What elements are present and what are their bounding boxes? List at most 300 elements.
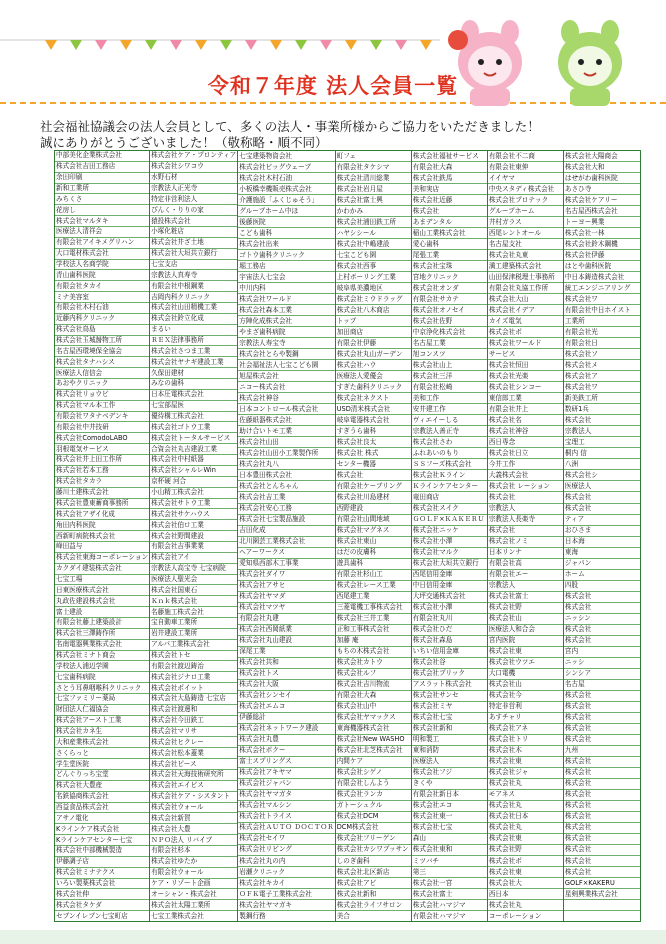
member-entry: 峰田益与 [55, 542, 149, 553]
member-entry: 株式会社マル本工作 [55, 401, 149, 412]
member-entry: 合資会社丸吉建設工業 [150, 444, 237, 455]
member-entry: ミツバチ [412, 856, 487, 867]
member-entry: 小山精工株式会社 [150, 488, 237, 499]
member-entry: 有限会社ケーブリング [336, 481, 411, 492]
member-entry: 愛知県西部木工事業 [238, 559, 334, 570]
member-entry: 株式会社トータルサービス [150, 433, 237, 444]
member-entry: オーシャン・株式会社 [150, 889, 237, 900]
member-entry: 株式会社タカラ [55, 477, 149, 488]
member-entry: 介護施設「ふくじゅそう」 [238, 195, 334, 206]
member-entry: 株式会社カシワプッサン [336, 845, 411, 856]
member-entry: Ｋｎｋ株式会社 [150, 596, 237, 607]
member-entry: 株式会社オノセイ [412, 305, 487, 316]
member-entry: 株式会社カネ生 [55, 727, 149, 738]
member-entry: ジャパン [564, 559, 640, 570]
member-entry: 特定非営利法人 [150, 194, 237, 205]
member-entry: 株式会社伸 [55, 889, 149, 900]
member-entry: 株式会社キカイ [238, 878, 334, 889]
member-entry: 株式会社 [336, 470, 411, 481]
member-entry: 株式会社アイ [150, 553, 237, 564]
member-entry: 株式会社玉城醤物工所 [55, 336, 149, 347]
member-entry: 株式会社丸豊 [238, 735, 334, 746]
member-entry: 株式会社 [564, 735, 640, 746]
member-entry: 株式会社サトウ工業 [150, 499, 237, 510]
member-entry: かわかみ [336, 206, 411, 217]
member-entry: 西野建設 [336, 504, 411, 515]
member-entry: 株式会社大垣共立銀行 [150, 249, 237, 260]
member-entry: 株式会社 [564, 636, 640, 647]
member-entry: 株式会社ジャパン [238, 779, 334, 790]
member-entry: 株式会社岩月屋 [336, 184, 411, 195]
member-entry: 有限会社丸協工作所 [488, 283, 563, 294]
member-entry: 株式会社マルク [412, 548, 487, 559]
member-entry: 七宝歯科病院 [55, 672, 149, 683]
member-entry: 日本コントロール株式会社 [238, 404, 334, 415]
member-entry: 有限会社アイキメグリハン [55, 238, 149, 249]
member-entry: 株式会社タナハシス [55, 357, 149, 368]
member-entry: 伊藤調子店 [55, 857, 149, 868]
member-entry: 株式会社 [564, 592, 640, 603]
member-entry: 美和工作 [412, 393, 487, 404]
member-entry: ハヤシシール [336, 228, 411, 239]
member-entry: 株式会社アサヒ [238, 581, 334, 592]
member-entry: 中京浄化株式会社 [412, 327, 487, 338]
member-entry: 株式会社イデア [488, 305, 563, 316]
member-entry: 深尾工業 [238, 647, 334, 658]
member-entry: みちくさ [55, 194, 149, 205]
member-entry: 株式会社トス [238, 669, 334, 680]
member-entry: 株式会社鈴木鋼機 [564, 239, 640, 250]
member-entry: 株式会社丸の内 [238, 856, 334, 867]
member-entry: 内間ケア [336, 757, 411, 768]
member-entry: 七宝建築物資会社 [238, 151, 334, 162]
member-entry: 株式会社新和 [336, 889, 411, 900]
member-entry: 有限会社藤上建築設計 [55, 618, 149, 629]
member-entry: 愛心歯科 [412, 239, 487, 250]
member-entry: あすチャリ [488, 713, 563, 724]
member-entry: 有限会社大森 [412, 162, 487, 173]
member-entry: 後藤医院 [238, 217, 334, 228]
member-entry: 有限会社杉本 [150, 846, 237, 857]
member-entry: 株式会社 株式 [336, 448, 411, 459]
member-entry: 新和工業所 [55, 184, 149, 195]
member-entry: 有限会社渡辺鋳治 [150, 661, 237, 672]
member-entry: Ｋラインケアセンター [412, 481, 487, 492]
member-entry: 株式会社鉄馬 [412, 173, 487, 184]
member-entry: 株式会社トライス [238, 812, 334, 823]
member-entry: 有限会社木村石油 [55, 303, 149, 314]
member-entry: 大義株式会社 [488, 470, 563, 481]
member-entry: 株式会社佐野 [412, 316, 487, 327]
member-entry: 有限会社伊藤 [336, 338, 411, 349]
member-entry: 株式会社ひだ [412, 625, 487, 636]
member-entry: 株式会社東山 [336, 537, 411, 548]
member-entry: 株式会社安心工務 [238, 504, 334, 515]
member-entry: 宗教法人 [488, 581, 563, 592]
member-entry: 株式会社 [564, 691, 640, 702]
member-column [55, 151, 150, 921]
member-entry: グループホーム [488, 206, 563, 217]
member-entry: 株式会社七宝製品施設 [238, 515, 334, 526]
member-entry: サービス [488, 349, 563, 360]
member-entry: いろい製薬株式会社 [55, 879, 149, 890]
member-entry: トップ [336, 316, 411, 327]
member-entry: 株式会社清川総業 [336, 173, 411, 184]
member-entry: 株式会社大豊 [150, 824, 237, 835]
member-entry: 株式会社シワコウ [150, 162, 237, 173]
member-entry: 株式会社ルフ [336, 669, 411, 680]
member-entry: 株式会社トリ [488, 735, 563, 746]
member-entry: イイヤマ [488, 173, 563, 184]
member-entry: 宗教法人善正寺 [412, 426, 487, 437]
member-entry: 七宝支店 [150, 260, 237, 271]
member-entry: 株式会社丸八 [238, 459, 334, 470]
member-entry: 明和製工 [412, 735, 487, 746]
member-entry: 方陣化成株式会社 [238, 316, 334, 327]
member-entry: 株式会社東 [488, 757, 563, 768]
member-entry: 株式会社北区新店 [336, 867, 411, 878]
member-entry: 株式会社伊藤 [564, 250, 640, 261]
member-entry: 株式会社一宮 [412, 878, 487, 889]
member-entry: 八洲 [564, 459, 640, 470]
member-entry: 株式会社近藤 [412, 195, 487, 206]
member-column [150, 151, 238, 921]
member-entry [564, 900, 640, 911]
member-entry: ミナ美容室 [55, 292, 149, 303]
member-entry: 西日本 [488, 889, 563, 900]
member-entry: 名藤施工株式会社 [150, 607, 237, 618]
member-entry: 宮内医院 [488, 636, 563, 647]
member-entry: 株式会社 レーション [488, 481, 563, 492]
member-entry: 宮内 [564, 647, 640, 658]
member-entry: 竜田商店 [412, 492, 487, 503]
member-entry: まるい [150, 325, 237, 336]
member-entry: 名古屋西株式会社 [564, 206, 640, 217]
member-entry: 株式会社谷 [412, 658, 487, 669]
member-entry: 株式会社中部機械製造 [55, 846, 149, 857]
member-entry: Kラインケア株式会社 [55, 824, 149, 835]
member-entry: 岩瀬クリニック [238, 867, 334, 878]
member-entry: 宇宙法人七宝会 [238, 272, 334, 283]
member-entry: アスラット株式会社 [412, 680, 487, 691]
member-entry: 株式会社フリーゲン [336, 834, 411, 845]
member-entry: 株式会社八木商店 [336, 305, 411, 316]
member-entry: 遊具歯科 [336, 559, 411, 570]
bunting-icon [0, 40, 440, 50]
member-entry: 美合 [336, 911, 350, 920]
member-entry: 日本圧電株式会社 [150, 390, 237, 401]
member-entry: 富士スプリングス [238, 757, 334, 768]
member-entry: 山田保津税理士事務所 [488, 272, 563, 283]
member-entry: 株式会社北芝株式会社 [336, 746, 411, 757]
member-entry: 株式会社木村石油 [238, 173, 334, 184]
member-entry: さとう耳鼻咽喉科クリニック [55, 683, 149, 694]
member-entry: 株式会社さつま工業 [150, 346, 237, 357]
member-entry: おひさま [564, 526, 640, 537]
member-entry: 有限会社東伸 [488, 162, 563, 173]
member-entry: 株式会社名 [488, 415, 563, 426]
member-entry: 有限会社中日ホイスト [564, 305, 640, 316]
member-entry: 正和工事株式会社 [336, 625, 411, 636]
member-entry: 株式会社今 [488, 691, 563, 702]
member-entry: 株式会社鈴立化成 [150, 314, 237, 325]
member-entry: 有限会社井上 [488, 404, 563, 415]
member-entry: 有限会社タカイ [55, 281, 149, 292]
member-entry: 数研1兵 [564, 404, 640, 415]
member-entry: 株式会社アースト工業 [55, 716, 149, 727]
member-entry: 株式会社マルシン [238, 801, 334, 812]
member-entry: 有限会社中井技研 [55, 422, 149, 433]
member-entry: 七宝こども園 [336, 250, 411, 261]
member-entry: 株式会社伯ロ工業 [150, 520, 237, 531]
member-entry: コーポレーション [488, 911, 542, 920]
member-entry: ガトーシュクル [336, 801, 411, 812]
member-entry: 株式会社大山 [488, 294, 563, 305]
member-entry: 西益食品株式会社 [55, 803, 149, 814]
member-column [488, 151, 564, 921]
member-entry: 株式会社 [564, 801, 640, 812]
member-entry: 株式会社とらや製鋼 [238, 349, 334, 360]
member-entry: 有限会社タケシマ [336, 162, 411, 173]
member-entry: 株式会社マツヤ [238, 603, 334, 614]
member-entry: 株式会社ケアリー [564, 195, 640, 206]
member-entry: 株式会社渡邊和 [150, 705, 237, 716]
member-entry: 株式会社丸東 [488, 250, 563, 261]
member-entry: 株式会社恒田 [488, 360, 563, 371]
member-entry: モアネス [488, 790, 563, 801]
member-entry: 株式会社今田鉄工 [150, 716, 237, 727]
member-entry: 株式会社レース工業 [336, 581, 411, 592]
member-entry: 株式会社東和 [412, 845, 487, 856]
member-entry: 羽根電気サービス [55, 444, 149, 455]
member-entry: 株式会社光楽 [488, 371, 563, 382]
member-entry: 名古屋 [564, 680, 640, 691]
member-entry: 株式会社 [564, 845, 640, 856]
member-entry: 株式会社神谷 [488, 426, 563, 437]
member-entry: 堀工務店 [238, 261, 334, 272]
member-entry: 特定非営利 [488, 702, 563, 713]
member-entry: 株式会社 [564, 492, 640, 503]
member-entry: 大坪交通株式会社 [412, 592, 487, 603]
member-entry: 中日信用金庫 [412, 581, 487, 592]
member-column [412, 151, 488, 921]
member-entry: 株式会社鳥島 [55, 325, 149, 336]
member-entry: 株式会社西岡紙業 [238, 625, 334, 636]
member-entry: 株式会社ダイワ [238, 570, 334, 581]
member-entry: ニッシ [564, 658, 640, 669]
member-entry: 株式会社出来 [238, 239, 334, 250]
member-entry: 名古屋工業 [412, 338, 487, 349]
member-entry: 西尾建工業 [336, 592, 411, 603]
member-entry: あさひ寺 [564, 184, 640, 195]
member-entry: 株式会社新和 [412, 724, 487, 735]
member-entry: 日本豊田株式会社 [238, 470, 334, 481]
member-entry: 株式会社吉田工務店 [55, 162, 149, 173]
member-entry: 株式会社カトウ [336, 658, 411, 669]
member-entry: 日東医療株式会社 [55, 585, 149, 596]
member-entry: 九州 [564, 746, 640, 757]
member-entry: 株式会社山 [488, 614, 563, 625]
member-entry: 今井工作 [488, 459, 563, 470]
member-entry: 学校法人名商学院 [55, 260, 149, 271]
member-entry: 株式会社ネットワーク建設 [238, 724, 334, 735]
member-entry: どんぐりっち宝堂 [55, 770, 149, 781]
member-entry: 宗教法人 [564, 426, 640, 437]
member-entry: 株式会社アキヤマ [238, 768, 334, 779]
member-entry: 吉田化成 [238, 526, 334, 537]
member-entry: 株式会社東 [488, 834, 563, 845]
member-entry: 株式会社ケア・プロンティア [150, 151, 237, 162]
member-entry: 株式会社New WASHO [336, 735, 411, 746]
member-entry: 佐藤紙器株式会社 [238, 415, 334, 426]
member-entry: ホーム [564, 570, 640, 581]
member-entry: 株式会社ニッケ [412, 526, 487, 537]
member-entry: 株式会社さわ [412, 437, 487, 448]
member-entry: センター機器 [336, 459, 411, 470]
member-entry: Kラインケアセンター七宝 [55, 835, 149, 846]
member-entry: 株式会社ピース [150, 759, 237, 770]
member-entry: 株式会社宝珠 [412, 261, 487, 272]
member-entry: 西尾信用金庫 [412, 570, 487, 581]
member-entry: 岐阜県美濃地区 [336, 283, 411, 294]
member-entry: 株式会社ボクー [238, 746, 334, 757]
member-entry: 四股 [564, 581, 640, 592]
member-entry: 有限会社サカテ [412, 294, 487, 305]
member-entry: しのぎ歯科 [336, 856, 411, 867]
member-entry: 株式会社ヤマダ [238, 592, 334, 603]
member-entry: 株式会社ワ [564, 382, 640, 393]
member-entry: 株式会社 [564, 768, 640, 779]
member-entry: 株式会社サケハウス [150, 509, 237, 520]
member-entry: ゴトウ歯科クリニック [238, 250, 334, 261]
member-entry: 株式会社 [564, 724, 640, 735]
member-entry: 西新町病院株式会社 [55, 531, 149, 542]
member-entry: 株式会社七宝 [412, 823, 487, 834]
member-entry: 株式会社天海技術研究所 [150, 770, 237, 781]
member-entry: 東海 [564, 548, 640, 559]
member-entry: 有限会社光 [564, 327, 640, 338]
member-entry: 株式会社ヤマックス [336, 713, 411, 724]
member-entry: はだの皮膚科 [336, 548, 411, 559]
member-entry: ヘアーワークス [238, 548, 334, 559]
member-entry: 助け合いトモ工業 [238, 426, 334, 437]
member-entry: 京杯硬 河合 [150, 477, 237, 488]
member-entry: 株式会社ネクスト [336, 393, 411, 404]
member-entry: 森山 [412, 834, 487, 845]
member-entry: 株式会社リョウビ [55, 390, 149, 401]
member-entry: 宗教法人真寿寺 [150, 270, 237, 281]
member-entry: 有限会社松崎 [412, 382, 487, 393]
member-entry: 医療法人愛優会 [336, 371, 411, 382]
member-entry: 有限会社大森 [336, 691, 411, 702]
member-entry: 新美鉄工所 [564, 393, 640, 404]
member-entry: 株式会社福祉サービス [412, 151, 487, 162]
member-entry: 大口電材株式会社 [55, 249, 149, 260]
member-entry: 株式会社川島建材 [336, 492, 411, 503]
member-entry: 株式会社丸 [488, 801, 563, 812]
member-entry: 七宝ファミリー薬局 [55, 694, 149, 705]
member-entry: 医療法人清祥会 [55, 227, 149, 238]
member-entry: 有限会社エー [488, 570, 563, 581]
member-entry: 株式会社ハウ [336, 360, 411, 371]
member-entry: 有限会社新日本 [412, 790, 487, 801]
member-entry: 医療法人和合会 [488, 625, 563, 636]
member-entry: 医療法人聖光会 [150, 575, 237, 586]
intro-text [40, 119, 640, 151]
member-entry: 花房し [55, 205, 149, 216]
member-entry: 株式会社ワ [564, 294, 640, 305]
member-entry: 岐阜電器株式会社 [336, 415, 411, 426]
member-entry: カクダイ建装株式会社 [55, 564, 149, 575]
member-entry: ケア・リゾート企画 [150, 879, 237, 890]
member-entry: 有限会社山間地域 [336, 515, 411, 526]
member-entry: 株式会社東 [488, 647, 563, 658]
member-entry: 株式会社東 [488, 867, 563, 878]
member-entry: 東和消防 [412, 746, 487, 757]
member-entry: 旭屋株式会社 [238, 371, 334, 382]
member-entry: きくや [412, 779, 487, 790]
member-entry: 株式会社プロテック [488, 195, 563, 206]
member-entry: 株式会社大豊産 [55, 781, 149, 792]
member-entry: ニコー株式会社 [238, 382, 334, 393]
member-entry: 財団法人仁福協会 [55, 705, 149, 716]
member-entry: 名南電器興業株式会社 [55, 640, 149, 651]
member-entry: ふれあいのもり [412, 448, 487, 459]
member-entry: 株式会社小澤 [412, 537, 487, 548]
member-entry: 株式会社 [412, 206, 487, 217]
member-entry: 株式会社西事 [336, 261, 411, 272]
member-entry: ＳＳフーズ株式会社 [412, 459, 487, 470]
member-entry: 株式会社丸山建設 [238, 636, 334, 647]
member-entry: 株式会社 [564, 834, 640, 845]
member-entry: 株式会社オンダ [412, 283, 487, 294]
member-entry: ぴんく・りりの家 [150, 205, 237, 216]
member-entry: 株式会社三澤鋳作所 [55, 629, 149, 640]
member-entry: 伊藤総計 [238, 713, 334, 724]
member-entry: 稲山工業株式会社 [412, 228, 487, 239]
member-entry: ＮＰＯ法人 リバイブ [150, 835, 237, 846]
member-entry: さくらっと [55, 748, 149, 759]
member-entry: 有限会社吉事業業 [150, 542, 237, 553]
member-entry: 株式会社吉川物流 [336, 680, 411, 691]
member-entry: 青山歯科医院 [55, 270, 149, 281]
member-entry: 株式会社マグネス [336, 526, 411, 537]
member-entry: 株式会社ミヤ [412, 702, 487, 713]
member-entry: DCM株式会社 [336, 823, 411, 834]
member-entry: 久保田建材 [150, 368, 237, 379]
member-entry: 株式会社シャルレWin [150, 466, 237, 477]
member-entry: 株式会社フジ [412, 768, 487, 779]
member-entry: 株式会社 [488, 526, 563, 537]
member-entry: 水野石材 [150, 173, 237, 184]
member-entry: 七宝部屋医 [150, 401, 237, 412]
member-entry: 株式会社中嶋建設 [336, 239, 411, 250]
member-entry: 名鉄協商株式会社 [55, 792, 149, 803]
member-entry: 宗教法人高宝寺 七宝病院 [150, 564, 237, 575]
member-entry: 尾張工業 [412, 250, 487, 261]
member-entry: 株式会社リビング [238, 845, 334, 856]
intro-line-2: 誠にありがとうございました！（敬称略・順不同） [40, 135, 328, 150]
member-entry: 星剣興業株式会社 [564, 889, 640, 900]
member-entry: 大口電機 [488, 669, 563, 680]
member-entry: 株式会社山田 [238, 437, 334, 448]
member-entry: 株式会社ワールド [488, 338, 563, 349]
member-entry: 株式会社DCM [336, 812, 411, 823]
member-entry: 北川園芸工業株式会社 [238, 537, 334, 548]
member-entry: 株式会社丸 [488, 900, 563, 911]
member-entry: 株式会社一林 [564, 228, 640, 239]
member-entry: 有限会社高 [488, 559, 563, 570]
